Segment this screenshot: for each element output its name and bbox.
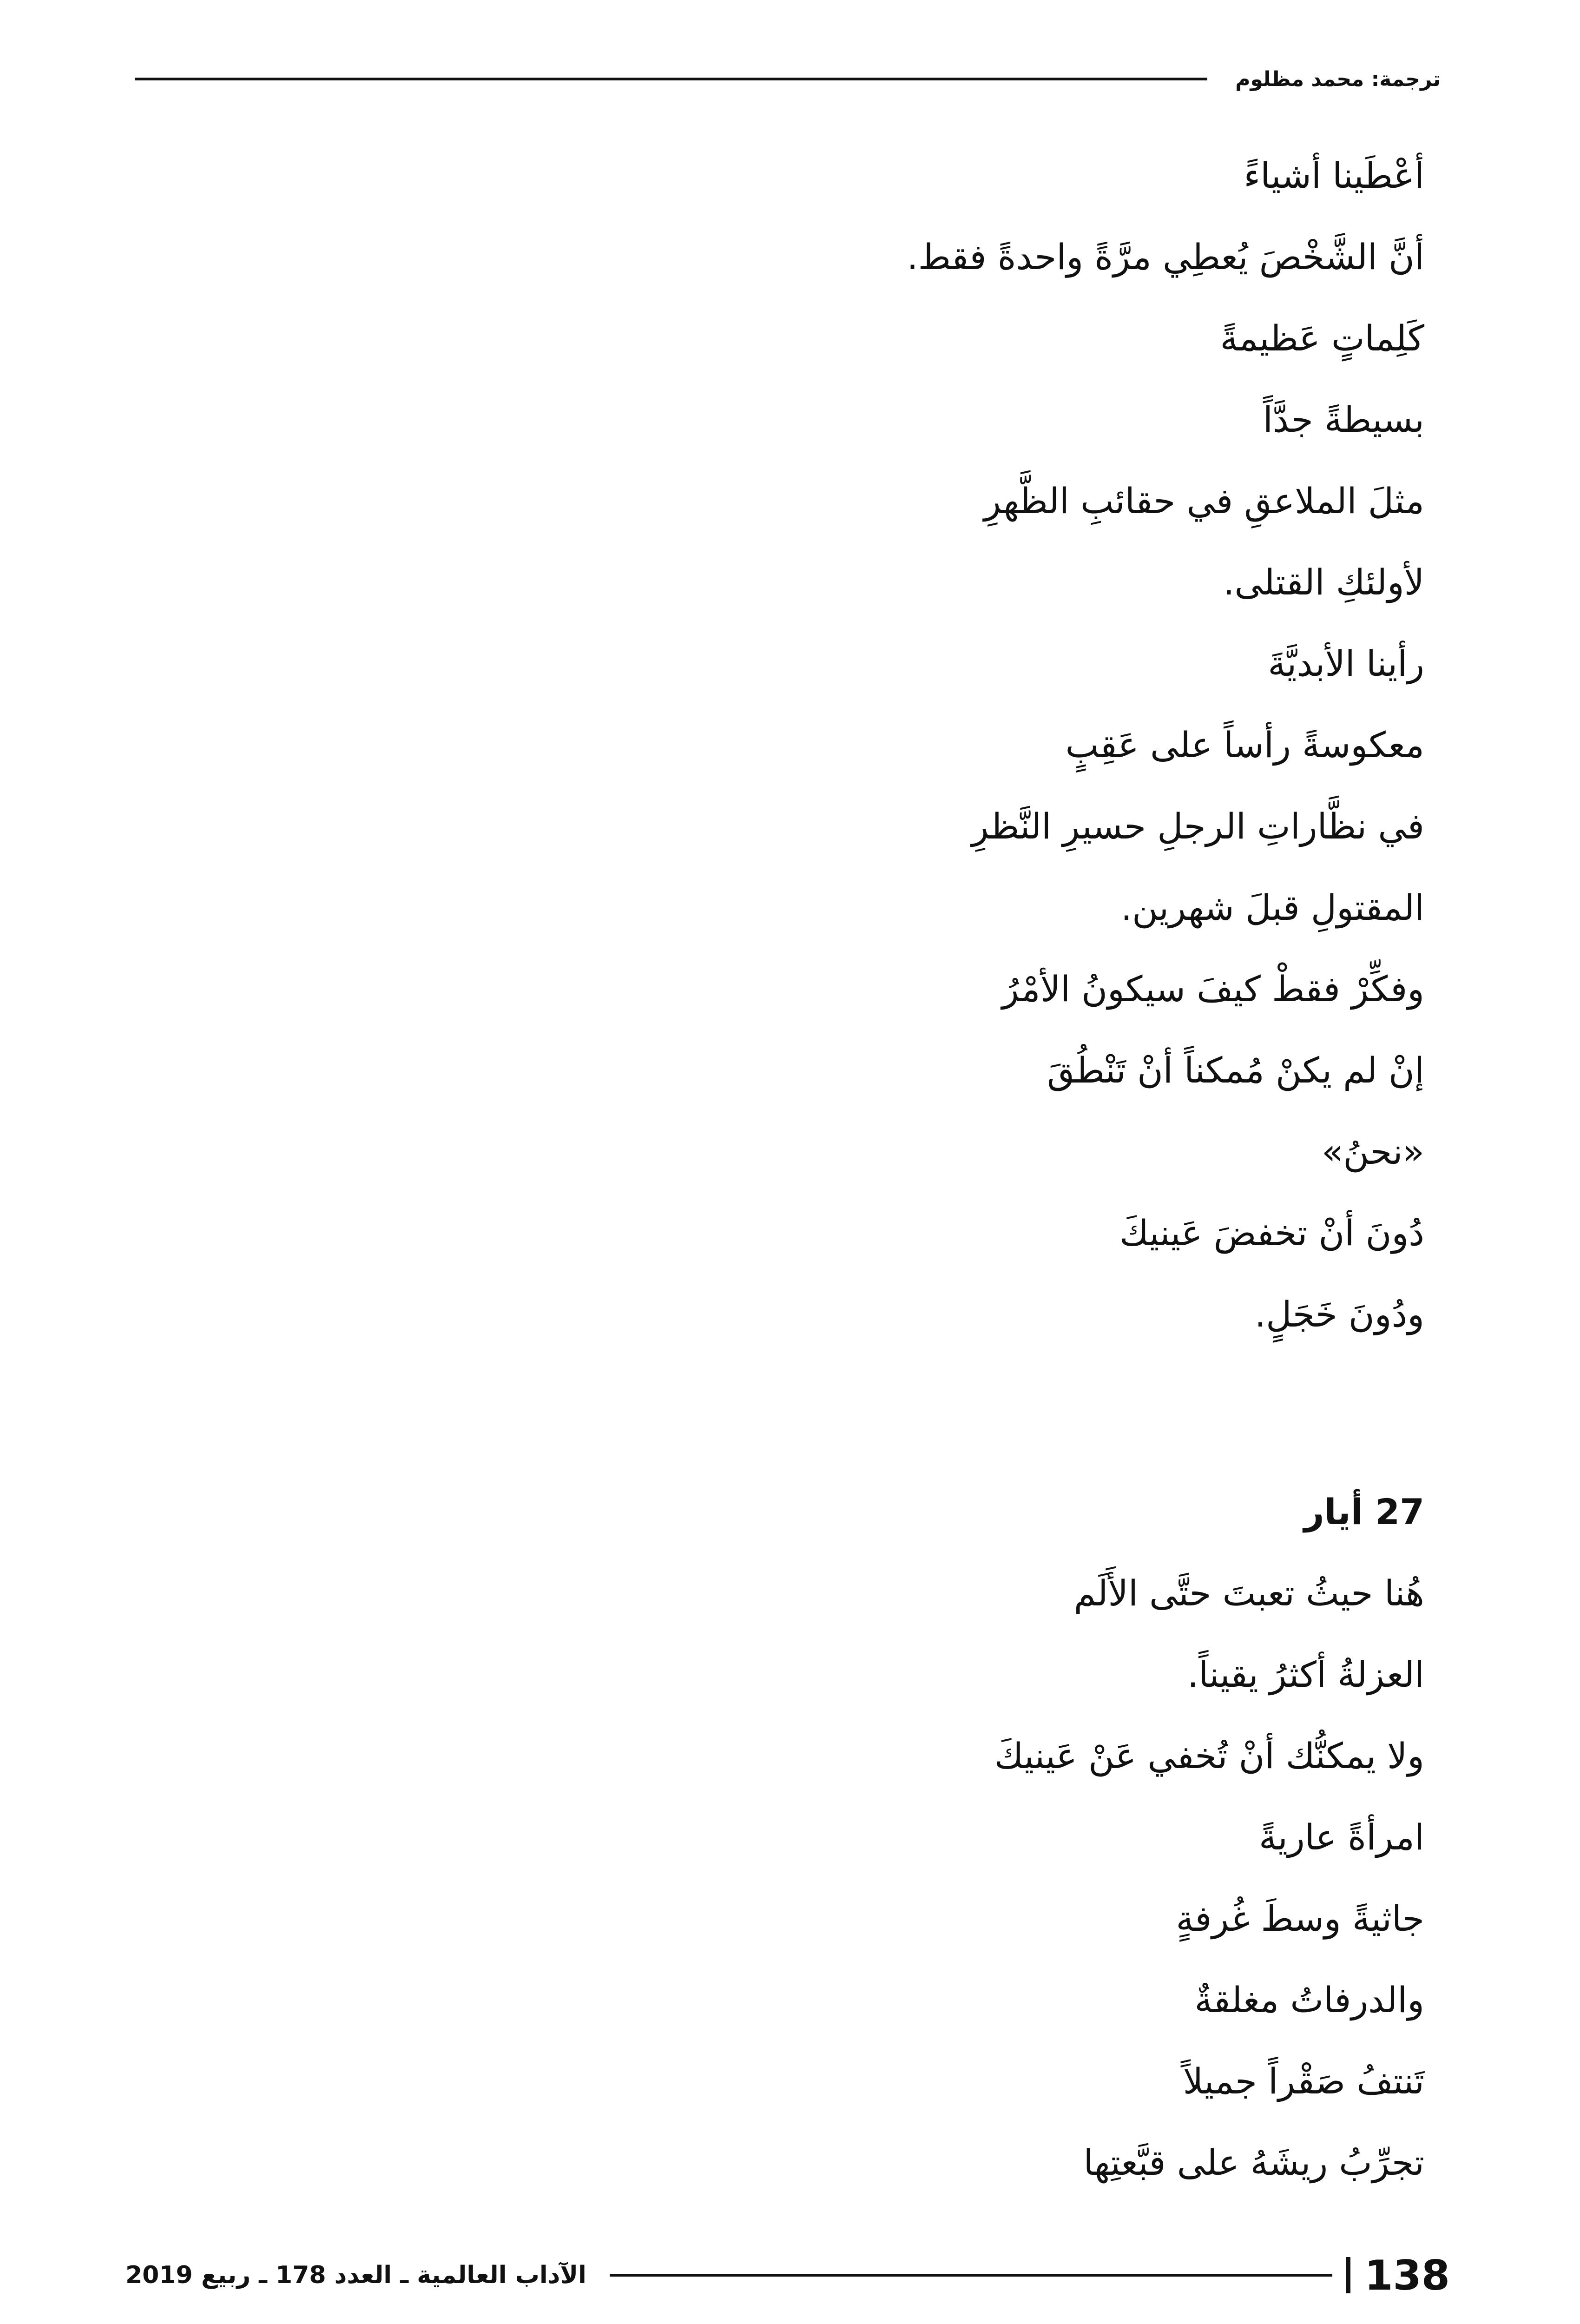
poem-line: دُونَ أنْ تخفضَ عَينيكَ: [1119, 1212, 1424, 1254]
poem-line: ودُونَ خَجَلٍ.: [1255, 1294, 1424, 1335]
poem-line: «نحنُ»: [1321, 1131, 1424, 1172]
header-rule: [135, 78, 1207, 80]
poem-line: تَنتفُ صَقْراً جميلاً: [1183, 2060, 1424, 2102]
journal-info: الآداب العالمية ـ العدد 178 ـ ربيع 2019: [125, 2261, 586, 2289]
section-heading: 27 أيار: [1304, 1491, 1424, 1532]
poem-line: هُنا حيثُ تعبتَ حتَّى الأَلَم: [1073, 1572, 1424, 1614]
poem-line: امرأةً عاريةً: [1259, 1816, 1424, 1858]
stanza-gap: [309, 1355, 1424, 1471]
poem-line: وفكِّرْ فقطْ كيفَ سيكونُ الأمْرُ: [1001, 968, 1424, 1010]
page-header: [135, 53, 1441, 105]
poem-line: والدرفاتُ مغلقةٌ: [1194, 1979, 1424, 2020]
poem-line: في نظَّاراتِ الرجلِ حسيرِ النَّظرِ: [971, 805, 1424, 847]
poem-line: العزلةُ أكثرُ يقيناً.: [1187, 1654, 1424, 1695]
poem-line: بسيطةً جدَّاً: [1263, 399, 1424, 440]
poem-line: كَلِماتٍ عَظيمةً: [1220, 317, 1424, 359]
poem-line: تجرِّبُ ريشَهُ على قبَّعتِها: [1083, 2142, 1424, 2183]
poem-line: أنَّ الشَّخْصَ يُعطِي مرَّةً واحدةً فقط.: [907, 236, 1424, 277]
footer-rule: [610, 2274, 1332, 2277]
poem-line: مثلَ الملاعقِ في حقائبِ الظَّهرِ: [984, 480, 1424, 522]
poem-line: أعْطَينا أشياءً: [1244, 155, 1424, 196]
poem-line: ولا يمكنُّك أنْ تُخفي عَنْ عَينيكَ: [994, 1735, 1424, 1776]
translator-credit: ترجمة: محمد مظلوم: [1235, 67, 1441, 91]
poem-line: لأولئكِ القتلى.: [1223, 561, 1424, 603]
poem-line: جاثيةً وسطَ غُرفةٍ: [1176, 1898, 1424, 1939]
poem-line: معكوسةً رأساً على عَقِبٍ: [1065, 724, 1424, 766]
poem-body: [309, 135, 1424, 2203]
page-footer: [125, 2250, 1450, 2301]
poem-line: المقتولِ قبلَ شهرين.: [1120, 887, 1424, 928]
poem-line: رأينا الأبديَّةَ: [1268, 643, 1424, 684]
footer-separator-bar: [1346, 2257, 1350, 2293]
poem-line: إنْ لم يكنْ مُمكناً أنْ تَنْطُقَ: [1047, 1050, 1424, 1091]
page-number: 138: [1364, 2251, 1450, 2299]
